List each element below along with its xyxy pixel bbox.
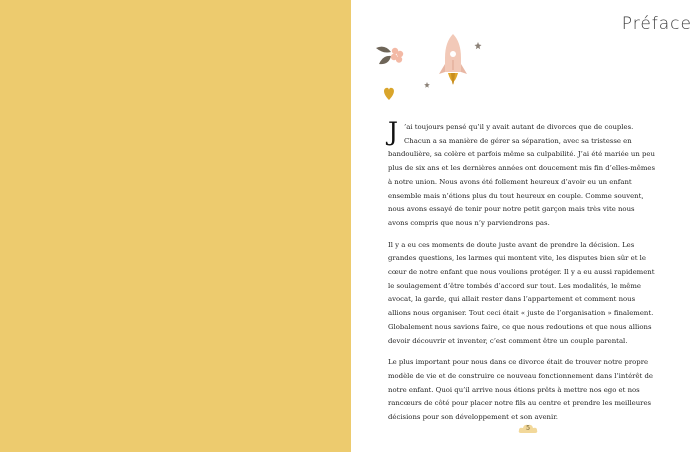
illustration (373, 28, 493, 110)
page-number-badge (518, 423, 538, 435)
leaf-berry-icon (376, 47, 403, 64)
right-page (351, 0, 700, 452)
rocket-icon (439, 34, 467, 85)
page-number: 5 (526, 425, 530, 432)
paragraph-3: Le plus important pour nous dans ce divorce était de trouver notre propre modèle de vie et de construire ce nouveau fonctionnement dans l’intérêt de notre enfant. Quoi qu’il arrive nous étions prêts à mettre nos ego et nos rancœurs de côté pour placer notre fils au centre et prendre les meilleures décisions pour son développement et son avenir. (388, 358, 653, 422)
preface-text (388, 117, 656, 433)
drop-cap: J (388, 117, 399, 146)
heart-icon (384, 88, 394, 100)
paragraph-1 (388, 117, 656, 231)
page-title: Préface (621, 14, 692, 34)
paragraph-1-text: ’ai toujours pensé qu’il y avait autant de divorces que de couples. Chacun a sa manière de gérer sa séparation, avec sa tristesse en bandoulière, sa colère et parfois même sa culpabilité. J’ai été mariée un peu plus de six ans et les dernières années ont doucement mis fin d’elles-mêmes à notre union. Nous avons été follement heureux d’avoir eu un enfant ensemble mais n’étions plus du tout heureux en couple. Comme souvent, nous avons essayé de tenir pour notre petit garçon mais très vite nous avons compris que nous n’y parviendrons pas. (388, 123, 656, 227)
paragraph-2: Il y a eu ces moments de doute juste avant de prendre la décision. Les grandes questions, les larmes qui montent vite, les disputes bien sûr et le cœur de notre enfant que nous voulions protéger. Il y a eu aussi rapidement le soulagement d’être tombés d’accord sur tout. Les modalités, le même avocat, la garde, qui allait rester dans l’appartement et comment nous allions nous organiser. Tout ceci était « juste de l’organisation » finalement. Globalement nous savions faire, ce que nous redoutions et que nous allions devoir découvrir et inventer, c’est comment être un couple parental. (388, 240, 655, 345)
